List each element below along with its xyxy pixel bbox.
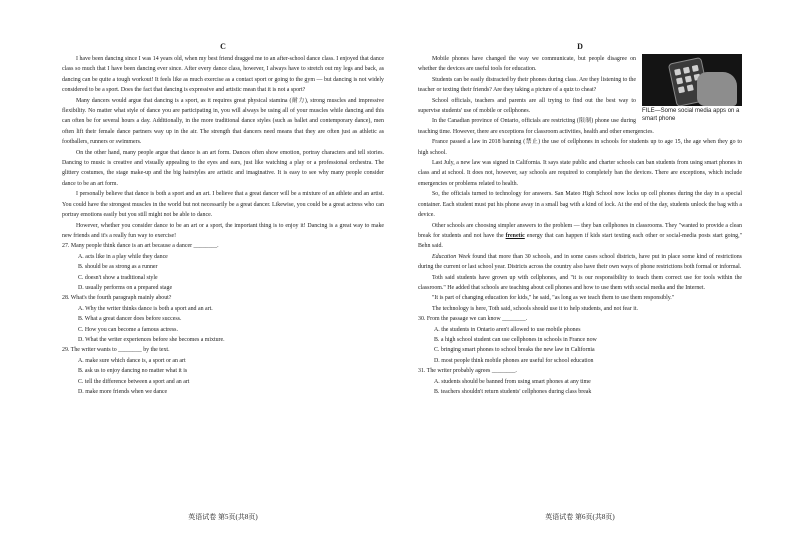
option-b: B. should be as strong as a runner <box>78 264 158 271</box>
question-stem: 30. From the passage we can know ________. <box>418 316 528 323</box>
question-31 <box>418 366 742 397</box>
page-6-footer: 英语试卷 第6页(共8页) <box>545 513 615 521</box>
passage-d-paragraph-7: So, the officials turned to technology for answers. San Mateo High School now locks up cell phones during the day in a special container. Each student must put his phone away in a small bag with a kind of lock. At the end of the day, students unlock the bag with a device. <box>418 191 742 219</box>
question-30 <box>418 314 742 366</box>
text-run: found that more than 30 schools, and in some cases school districts, have put in place some kind of restrictions during the current or last school year. Districts across the country also have their own ways of phone restrictions both formal or informal. <box>418 253 742 271</box>
passage-d-paragraph-8 <box>418 221 742 252</box>
hand-shape <box>697 72 737 106</box>
option-a: A. Why the writer thinks dance is both a sport and an art. <box>78 305 213 312</box>
italic-source: Education Week <box>432 253 471 260</box>
passage-d-paragraph-1: Mobile phones have changed the way we communicate, but people disagree on whether the devices are useful tools for education. <box>418 56 636 73</box>
option-d: D. most people think mobile phones are useful for school education <box>434 357 594 364</box>
text-run: energy that can happen if kids start texting each other or social-media posts start going," Behn said. <box>418 232 742 250</box>
question-stem: 31. The writer probably agrees ________. <box>418 368 517 375</box>
option-c: C. bringing smart phones to school breaks the new law in California <box>434 347 595 354</box>
passage-d-paragraph-5: France passed a law in 2018 banning (禁止) the use of cellphones in schools for students up to age 15, the age when they go to high school. <box>418 139 742 156</box>
page-5 <box>62 42 384 528</box>
option-a: A. students should be banned from using smart phones at any time <box>434 378 591 385</box>
text-run: Other schools are choosing simpler answers to the problem — they ban cellphones in classrooms. They "wanted to provide a clean break for students and not have the <box>418 222 742 239</box>
option-a: A. make sure which dance is, a sport or an art <box>78 357 186 364</box>
option-d: D. What the writer experiences before she becomes a mixture. <box>78 336 225 343</box>
option-c: C. doesn't show a traditional style <box>78 274 158 281</box>
option-d: D. make more friends when we dance <box>78 389 168 395</box>
question-28 <box>62 293 384 345</box>
option-a: A. the students in Ontario aren't allowed to use mobile phones <box>434 326 581 333</box>
page-6 <box>418 42 742 528</box>
page-5-footer: 英语试卷 第5页(共8页) <box>188 513 258 521</box>
option-d: D. usually performs on a prepared stage <box>78 284 173 291</box>
question-27 <box>62 241 384 293</box>
passage-d-paragraph-10: Toth said students have grown up with cellphones, and "it is our responsibility to teach them correct use for tools within the classroom." He added that schools are teaching about cell phones and how to use them with social media and the Internet. <box>418 274 742 291</box>
smartphone-photo-icon <box>642 54 742 106</box>
option-b: B. teachers shouldn't return students' cellphones during class break <box>434 389 592 395</box>
option-c: C. How you can become a famous actress. <box>78 326 178 333</box>
question-stem: 27. Many people think dance is an art because a dancer ________. <box>62 243 219 250</box>
passage-c-paragraph-5: However, whether you consider dance to be an art or a sport, the important thing is to enjoy it! Dancing is a great way to make new friends and it's a really fun way to exercise! <box>62 222 384 239</box>
passage-c-paragraph-1: I have been dancing since I was 14 years old, when my best friend dragged me to an after-school dance class. I enjoyed that dance class so much that I have been dancing ever since. After every dance class, however, I always have to stretch out my legs and back, as dancing can be quite a tough workout! It feels like as much exercise as a contact sport or going to the gym — but dancing is not widely considered to be a sport. Does the fact that dancing is expressive and artistic mean that it is not a sport? <box>62 56 384 94</box>
passage-d-paragraph-4: In the Canadian province of Ontario, officials are restricting (限制) phone use during teaching time. However, there are exceptions for classroom activities, health and other emergencies. <box>418 118 654 135</box>
photo-caption: FILE—Some social media apps on a smart phone <box>642 108 740 122</box>
passage-d-paragraph-9 <box>418 252 742 273</box>
passage-c-paragraph-4: I personally believe that dance is both a sport and an art. I believe that a great dancer will be a mixture of an athlete and an artist. You could have the strongest muscles in the world but not necessarily be a great dancer. Likewise, you could be a great actress who can portray emotions easily but you still might not be able to dance. <box>62 191 384 219</box>
question-stem: 29. The writer wants to ________ by the text. <box>62 347 170 354</box>
passage-d-paragraph-3: School officials, teachers and parents are all trying to find out the best way to supervise students' use of mobile or cellphones. <box>418 97 636 115</box>
option-b: B. ask us to enjoy dancing no matter what it is <box>78 368 188 375</box>
option-b: B. a high school student can use cellphones in schools in France now <box>434 336 597 343</box>
passage-d-paragraph-2: Students can be easily distracted by their phones during class. Are they listening to the teacher or texting their friends? Are they taking a picture of a quiz to cheat? <box>418 76 636 94</box>
passage-c-paragraph-2: Many dancers would argue that dancing is a sport, as it requires great physical stamina (耐力), strong muscles and impressive flexibility. No matter what style of dance you are participating in, you will always be using all of your muscles while dancing and this can often be for several hours a day. Additionally, in the more traditional dance styles (such as ballet and contemporary dance), men often lift their female dance partners way up in the air. The strength that dancers need means that they are often just as athletic as footballers, runners or swimmers. <box>62 97 384 146</box>
option-a: A. acts like in a play while they dance <box>78 253 168 260</box>
passage-d-paragraph-12: The technology is here, Toth said, schools should use it to help students, and not fear it. <box>432 305 638 312</box>
section-c-title: C <box>220 42 226 51</box>
question-stem: 28. What's the fourth paragraph mainly about? <box>62 295 172 302</box>
section-d-title: D <box>577 42 583 51</box>
underlined-word: frenetic <box>505 232 525 239</box>
question-29 <box>62 345 384 397</box>
passage-c-paragraph-3: On the other hand, many people argue that dance is an art form. Dances often show emotion, portray characters and tell stories. Dancing to music is creative and visually appealing to the eyes and ears, just like watching a play or a professional orchestra. The glittery costumes, the stage make-up and the big hairstyles are artistic and imaginative. It is easy to see why many people consider dance to be an art form. <box>62 149 384 187</box>
photo-wrap-block <box>418 54 742 122</box>
passage-d-paragraph-6: Last July, a new law was signed in California. It says state public and charter schools can ban students from using smart phones in class and at school. It does not, however, say schools are required to completely ban the devices. There are exceptions, which include emergencies or problems related to health. <box>418 160 742 187</box>
option-c: C. tell the difference between a sport and an art <box>78 378 190 385</box>
news-photo <box>642 54 742 123</box>
option-b: B. What a great dancer does before success. <box>78 316 182 323</box>
passage-d-paragraph-11: "It is part of changing education for kids," he said, "as long as we teach them to use them responsibly." <box>432 295 675 302</box>
